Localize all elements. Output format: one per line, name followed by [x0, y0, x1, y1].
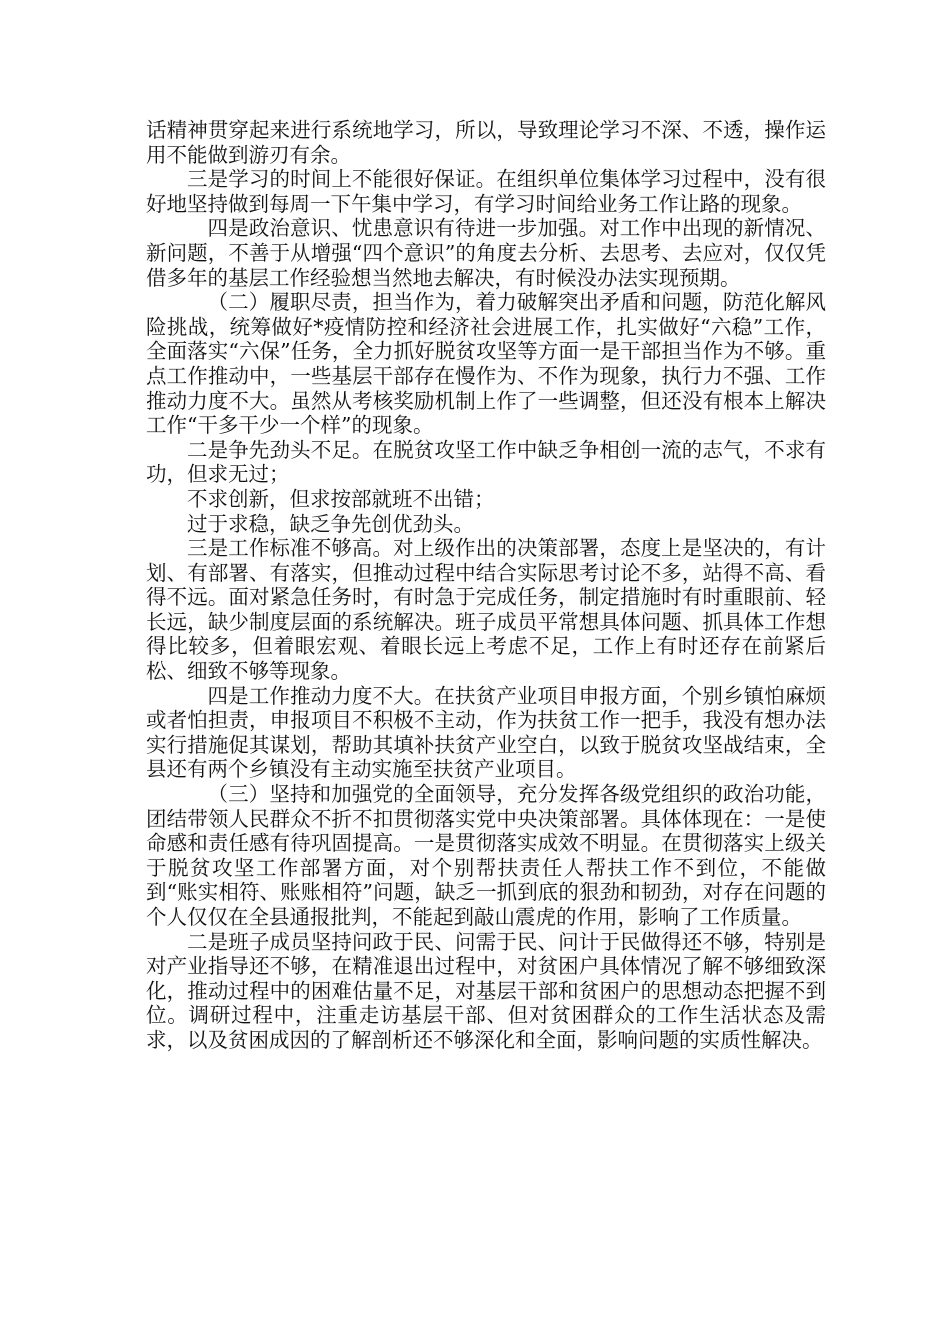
paragraph-5: 二是争先劲头不足。在脱贫攻坚工作中缺乏争相创一流的志气，不求有功，但求无过； [146, 437, 826, 487]
paragraph-10: （三）坚持和加强党的全面领导，充分发挥各级党组织的政治功能，团结带领人民群众不折不扣贯彻落实党中央决策部署。具体体现在：一是使命感和责任感有待巩固提高。一是贯彻落实成效不明显。在贯彻落实上级关于脱贫攻坚工作部署方面，对个别帮扶责任人帮扶工作不到位，不能做到“账实相符、账账相符”问题，缺乏一抓到底的狠劲和韧劲，对存在问题的个人仅仅在全县通报批判，不能起到敲山震虎的作用，影响了工作质量。 [146, 782, 826, 929]
paragraph-6: 不求创新，但求按部就班不出错； [187, 486, 495, 511]
paragraph-8: 三是工作标准不够高。对上级作出的决策部署，态度上是坚决的，有计划、有部署、有落实，但推动过程中结合实际思考讨论不多，站得不高、看得不远。面对紧急任务时，有时急于完成任务，制定措施时有时重眼前、轻长远，缺少制度层面的系统解决。班子成员平常想具体问题、抓具体工作想得比较多，但着眼宏观、着眼长远上考虑不足，工作上有时还存在前紧后松、细致不够等现象。 [146, 536, 826, 684]
paragraph-9: 四是工作推动力度不大。在扶贫产业项目申报方面，个别乡镇怕麻烦或者怕担责，申报项目不积极不主动，作为扶贫工作一把手，我没有想办法实行措施促其谋划，帮助其填补扶贫产业空白，以致于脱贫攻坚战结束，全县还有两个乡镇没有主动实施至扶贫产业项目。 [146, 683, 826, 782]
paragraph-7: 过于求稳，缺乏争先创优劲头。 [187, 511, 474, 536]
paragraph-11: 二是班子成员坚持问政于民、问需于民、问计于民做得还不够，特别是对产业指导还不够，在精准退出过程中，对贫困户具体情况了解不够细致深化，推动过程中的困难估量不足，对基层干部和贫困户的思想动态把握不到位。调研过程中，注重走访基层干部、但对贫困群众的工作生活状态及需求，以及贫困成因的了解剖析还不够深化和全面，影响问题的实质性解决。 [146, 929, 826, 1052]
paragraph-2: 三是学习的时间上不能很好保证。在组织单位集体学习过程中，没有很好地坚持做到每周一下午集中学习，有学习时间给业务工作让路的现象。 [146, 167, 826, 216]
document-body [146, 118, 826, 1053]
paragraph-1: 话精神贯穿起来进行系统地学习，所以，导致理论学习不深、不透，操作运用不能做到游刃有余。 [146, 118, 826, 167]
paragraph-4: （二）履职尽责，担当作为，着力破解突出矛盾和问题，防范化解风险挑战，统筹做好*疫情防控和经济社会进展工作，扎实做好“六稳”工作，全面落实“六保”任务，全力抓好脱贫攻坚等方面一是干部担当作为不够。重点工作推动中，一些基层干部存在慢作为、不作为现象，执行力不强、工作推动力度不大。虽然从考核奖励机制上作了一些调整，但还没有根本上解决工作“干多干少一个样”的现象。 [146, 290, 826, 438]
paragraph-3: 四是政治意识、忧患意识有待进一步加强。对工作中出现的新情况、新问题，不善于从增强“四个意识”的角度去分析、去思考、去应对，仅仅凭借多年的基层工作经验想当然地去解决，有时候没办法实现预期。 [146, 216, 826, 290]
